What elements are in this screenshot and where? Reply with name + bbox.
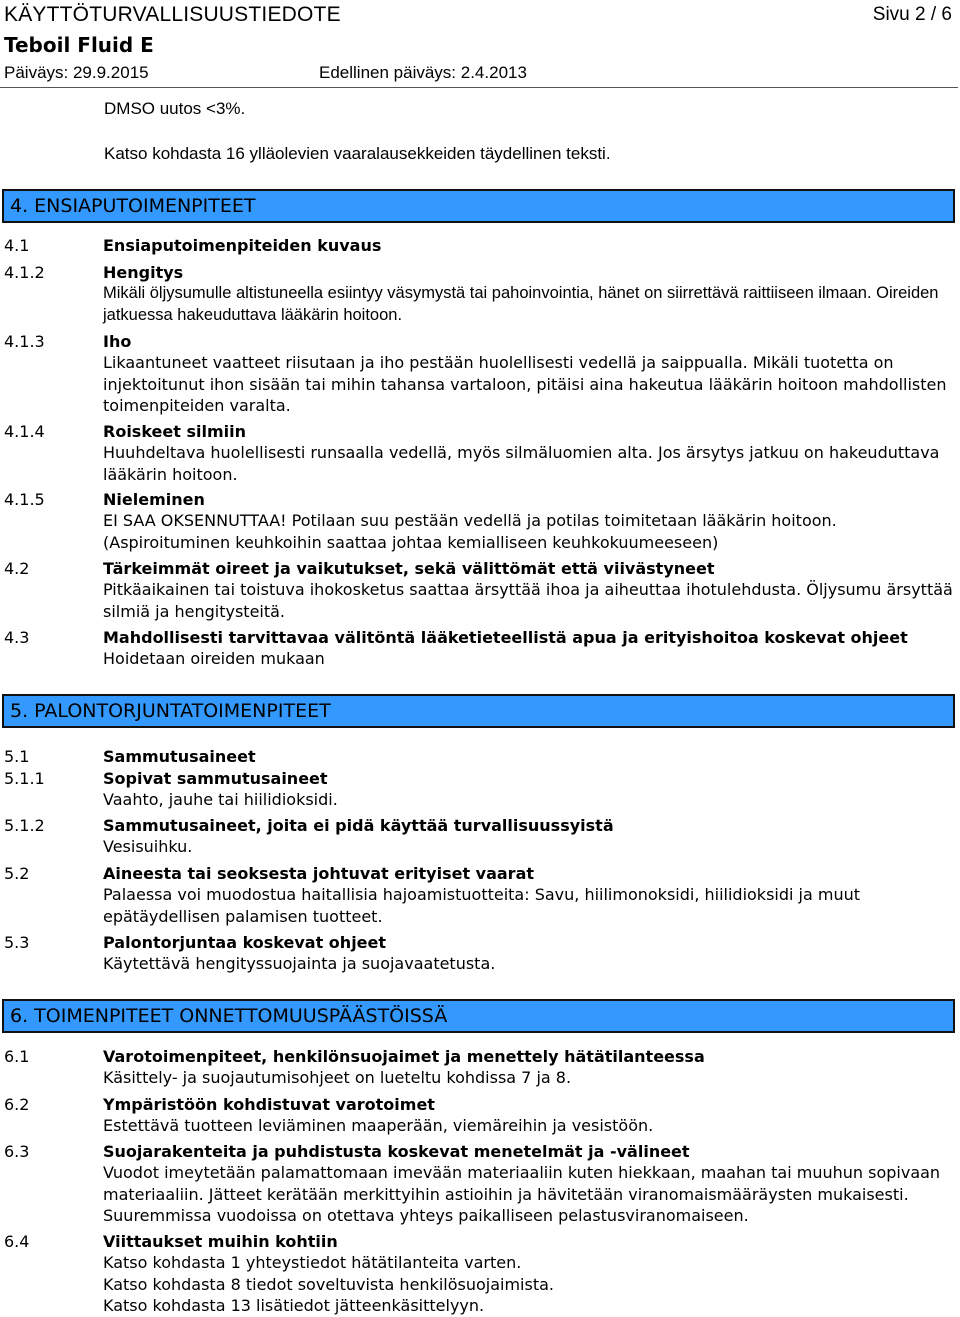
item-text: Vesisuihku.	[103, 837, 193, 856]
item-title: Hengitys	[103, 263, 184, 282]
item-text: Pitkäaikainen tai toistuva ihokosketus saattaa ärsyttää ihoa ja aiheuttaa ihotulehdusta. Öljysumu ärsyttää silmiä ja hengitysteitä.	[103, 580, 953, 621]
item-text: Mikäli öljysumulle altistuneella esiintyy väsymystä tai pahoinvointia, hänet on siirrettävä raittiiseen ilmaan. Oireiden jatkuessa hakeuduttava lääkärin hoitoon.	[103, 284, 939, 324]
item-number: 4.1.4	[4, 422, 45, 441]
intro-line-1: DMSO uutos <3%.	[104, 99, 246, 118]
item-number: 5.1.1	[4, 769, 45, 788]
item-number: 4.3	[4, 628, 30, 647]
item-title: Aineesta tai seoksesta johtuvat erityiset vaarat	[103, 864, 535, 883]
item-number: 6.4	[4, 1232, 30, 1251]
item-text: Käsittely- ja suojautumisohjeet on lueteltu kohdissa 7 ja 8.	[103, 1068, 572, 1087]
section-4-banner: 4. ENSIAPUTOIMENPITEET	[2, 189, 955, 223]
item-number: 5.2	[4, 864, 30, 883]
item-number: 4.1.2	[4, 263, 45, 282]
page-number: Sivu 2 / 6	[872, 4, 952, 25]
item-number: 4.1	[4, 236, 30, 255]
item-title: Viittaukset muihin kohtiin	[103, 1232, 338, 1251]
header-divider	[0, 87, 958, 88]
section-5-banner: 5. PALONTORJUNTATOIMENPITEET	[2, 694, 955, 728]
item-text: Likaantuneet vaatteet riisutaan ja iho pestään huolellisesti vedellä ja saippualla. Mikäli tuotetta on injektoitunut ihon sisään tai mihin tahansa vartaloon, pitäisi aina hakeutua lääkärin hoitoon mahdollisten toimenpiteiden varalta.	[103, 353, 947, 415]
item-number: 4.1.3	[4, 332, 45, 351]
reference-line: Katso kohdasta 13 lisätiedot jätteenkäsittelyyn.	[103, 1296, 485, 1315]
item-title: Palontorjuntaa koskevat ohjeet	[103, 933, 387, 952]
item-number: 5.1.2	[4, 816, 45, 835]
item-text: Vuodot imeytetään palamattomaan imevään materiaaliin kuten hiekkaan, maahan tai muuhun sopivaan materiaaliin. Jätteet kerätään merkittyihin astioihin ja hävitetään viranomaismääräysten mukaisesti. Suuremmissa vuodoissa on otettava yhteys paikalliseen pelastusviranomaiseen.	[103, 1163, 941, 1225]
product-name: Teboil Fluid E	[4, 33, 154, 57]
item-number: 5.1	[4, 747, 30, 766]
item-title: Sopivat sammutusaineet	[103, 769, 328, 788]
item-title: Sammutusaineet	[103, 747, 256, 766]
item-number: 5.3	[4, 933, 30, 952]
item-text: EI SAA OKSENNUTTAA! Potilaan suu pestään vedellä ja potilas toimitetaan lääkärin hoitoon. (Aspiroituminen keuhkoihin saattaa johtaa kemialliseen keuhkokuumeeseen)	[103, 511, 837, 552]
item-number: 4.2	[4, 559, 30, 578]
previous-date: Edellinen päiväys: 2.4.2013	[319, 63, 527, 82]
item-title: Ensiaputoimenpiteiden kuvaus	[103, 236, 382, 255]
item-text: Vaahto, jauhe tai hiilidioksidi.	[103, 790, 338, 809]
item-number: 6.1	[4, 1047, 30, 1066]
item-title: Iho	[103, 332, 132, 351]
item-title: Mahdollisesti tarvittavaa välitöntä lääketieteellistä apua ja erityishoitoa koskevat ohjeet	[103, 628, 908, 647]
issue-date: Päiväys: 29.9.2015	[4, 63, 149, 82]
item-title: Ympäristöön kohdistuvat varotoimet	[103, 1095, 435, 1114]
item-title: Roiskeet silmiin	[103, 422, 246, 441]
item-title: Nieleminen	[103, 490, 205, 509]
item-text: Estettävä tuotteen leviäminen maaperään, viemäreihin ja vesistöön.	[103, 1116, 654, 1135]
reference-line: Katso kohdasta 8 tiedot soveltuvista henkilösuojaimista.	[103, 1274, 554, 1294]
item-title: Varotoimenpiteet, henkilönsuojaimet ja menettely hätätilanteessa	[103, 1047, 705, 1066]
item-text: Huuhdeltava huolellisesti runsaalla vedellä, myös silmäluomien alta. Jos ärsytys jatkuu on hakeuduttava lääkärin hoitoon.	[103, 443, 940, 484]
item-text	[103, 1252, 959, 1317]
item-text: Hoidetaan oireiden mukaan	[103, 649, 325, 668]
item-title: Suojarakenteita ja puhdistusta koskevat menetelmät ja -välineet	[103, 1142, 690, 1161]
item-title: Tärkeimmät oireet ja vaikutukset, sekä välittömät että viivästyneet	[103, 559, 715, 578]
item-number: 6.3	[4, 1142, 30, 1161]
document-type-title: KÄYTTÖTURVALLISUUSTIEDOTE	[4, 3, 341, 26]
item-number: 6.2	[4, 1095, 30, 1114]
reference-line: Katso kohdasta 1 yhteystiedot hätätilanteita varten.	[103, 1253, 522, 1272]
section-6-banner: 6. TOIMENPITEET ONNETTOMUUSPÄÄSTÖISSÄ	[2, 999, 955, 1033]
item-text: Palaessa voi muodostua haitallisia hajoamistuotteita: Savu, hiilimonoksidi, hiilidioksidi ja muut epätäydellisen palamisen tuotteet.	[103, 885, 861, 926]
item-text: Käytettävä hengityssuojainta ja suojavaatetusta.	[103, 954, 496, 973]
item-title: Sammutusaineet, joita ei pidä käyttää turvallisuussyistä	[103, 816, 614, 835]
intro-line-2: Katso kohdasta 16 ylläolevien vaaralausekkeiden täydellinen teksti.	[104, 144, 611, 163]
item-number: 4.1.5	[4, 490, 45, 509]
